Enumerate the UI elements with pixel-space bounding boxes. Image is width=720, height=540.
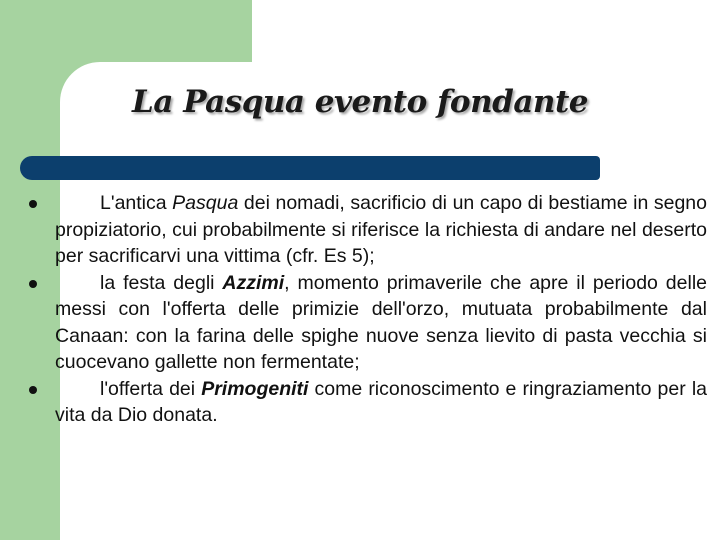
bullet-icon [29,200,37,208]
bullet-item-primogeniti [55,376,707,429]
slide-title: La Pasqua evento fondante [132,84,588,120]
bullet-item-azzimi [55,270,707,376]
bullet-item-pasqua [55,190,707,270]
bullet-emphasis: Primogeniti [201,377,309,400]
bullet-emphasis: Pasqua [172,192,239,214]
title-underline-bar [20,156,600,180]
bullet-emphasis: Azzimi [222,271,285,294]
bullet-list [55,190,707,429]
bullet-text-post: , momento primaverile che apre il periodo delle messi con l'offerta delle primizie dell'orzo, mutuata probabilmente dal Canaan: con la farina delle spighe nuove senza lievito di pasta vecchia si cuocevano gallette non fermentate; [55,271,708,373]
bullet-text-pre: la festa degli [100,271,223,294]
bullet-text-post: come riconoscimento e ringraziamento per la vita da Dio donata. [55,377,707,426]
green-left-stripe [0,0,60,540]
bullet-text-post: dei nomadi, sacrificio di un capo di bestiame in segno propiziatorio, cui probabilmente si riferisce la richiesta di andare nel deserto per sacrificarvi una vittima (cfr. Es 5); [55,192,707,267]
bullet-text-pre: l'offerta dei [100,377,202,400]
bullet-icon [29,386,37,394]
bullet-text-pre: L'antica [100,192,173,214]
bullet-icon [29,280,37,288]
